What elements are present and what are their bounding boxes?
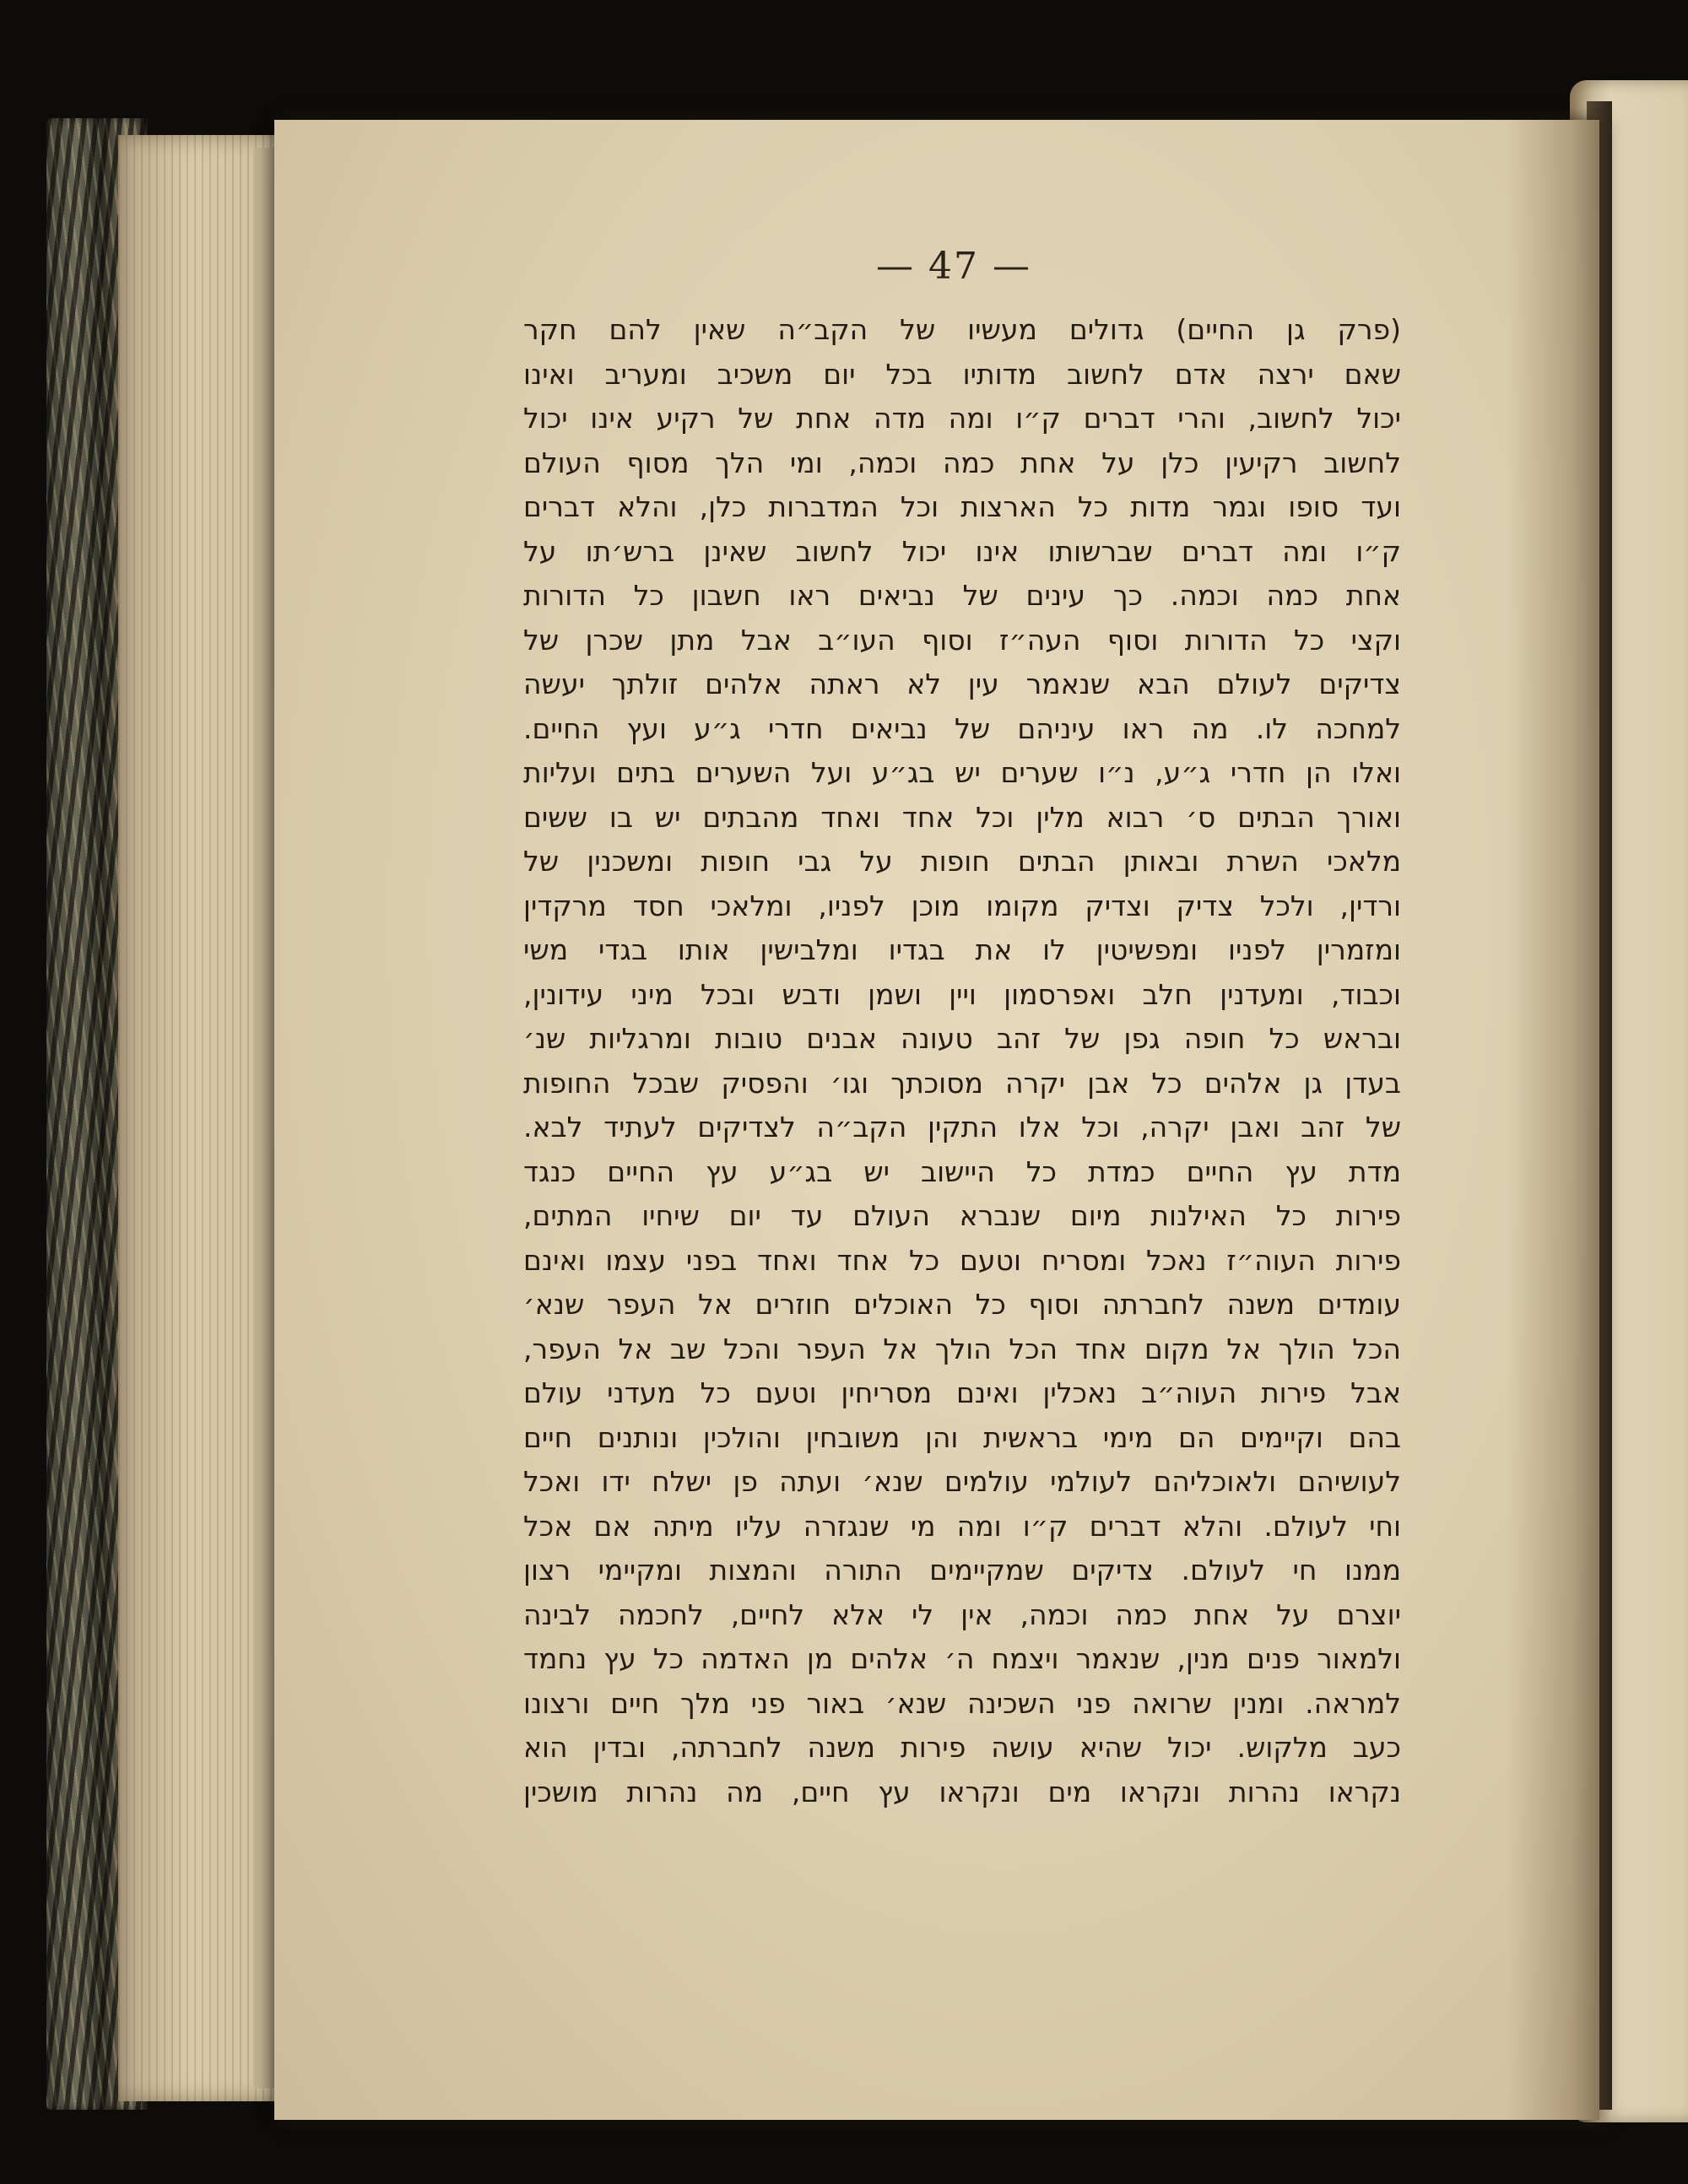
text-line: עומדים משנה לחברתה וסוף כל האוכלים חוזרים אל העפר שנא׳ (523, 1288, 1401, 1321)
text-line: ממנו חי לעולם. צדיקים שמקיימים התורה והמצות ומקיימי רצון (523, 1554, 1401, 1587)
text-line: ועד סופו וגמר מדות כל הארצות וכל המדברות כלן, והלא דברים (523, 490, 1401, 523)
text-line: ורדין, ולכל צדיק וצדיק מקומו מוכן לפניו, ומלאכי חסד מרקדין (523, 889, 1401, 922)
text-line: למחכה לו. מה ראו עיניהם של נביאים חדרי ג״ע ועץ החיים. (523, 711, 1401, 745)
text-line: כעב מלקוש. יכול שהיא עושה פירות משנה לחברתה, ובדין הוא (523, 1731, 1401, 1764)
text-line: צדיקים לעולם הבא שנאמר עין לא ראתה אלהים זולתך יעשה (523, 668, 1401, 700)
page-number: — 47 — (876, 245, 1031, 288)
text-line: אבל פירות העוה״ב נאכלין ואינם מסריחין וטעם כל מעדני עולם (523, 1376, 1401, 1409)
text-line: יוצרם על אחת כמה וכמה, אין לי אלא לחיים, לחכמה לבינה (523, 1597, 1401, 1631)
text-line: פירות העוה״ז נאכל ומסריח וטעם כל אחד ואחד בפני עצמו ואינם (523, 1243, 1401, 1277)
hebrew-text-block (523, 308, 1401, 1814)
text-line: ולמאור פנים מנין, שנאמר ויצמח ה׳ אלהים מן האדמה כל עץ נחמד (523, 1642, 1401, 1675)
text-line: וכבוד, ומעדנין חלב ואפרסמון ויין ושמן ודבש ובכל מיני עידונין, (523, 977, 1401, 1011)
text-line: ואורך הבתים ס׳ רבוא מלין וכל אחד ואחד מהבתים יש בו ששים (523, 800, 1401, 834)
text-line: ק״ו ומה דברים שברשותו אינו יכול לחשוב שאינן ברש׳תו על (523, 534, 1401, 568)
text-line: ובראש כל חופה גפן של זהב טעונה אבנים טובות ומרגליות שנ׳ (523, 1022, 1401, 1055)
text-line: (פרק גן החיים) גדולים מעשיו של הקב״ה שאין להם חקר (523, 313, 1401, 346)
text-line: יכול לחשוב, והרי דברים ק״ו ומה מדה אחת של רקיע אינו יכול (523, 402, 1401, 435)
text-line: הכל הולך אל מקום אחד הכל הולך אל העפר והכל שב אל העפר, (523, 1332, 1401, 1365)
text-line: מלאכי השרת ובאותן הבתים חופות על גבי חופות ומשכנין של (523, 845, 1401, 878)
text-line: שאם ירצה אדם לחשוב מדותיו בכל יום משכיב ומעריב ואינו (523, 357, 1401, 391)
text-line: של זהב ואבן יקרה, וכל אלו התקין הקב״ה לצדיקים לעתיד לבא. (523, 1111, 1401, 1143)
text-line: ומזמרין לפניו ומפשיטין לו את בגדיו ומלבישין אותו בגדי משי (523, 933, 1401, 966)
text-line: וחי לעולם. והלא דברים ק״ו ומה מי שנגזרה עליו מיתה אם אכל (523, 1509, 1401, 1543)
text-line: נקראו נהרות ונקראו מים ונקראו עץ חיים, מה נהרות מושכין (523, 1775, 1401, 1808)
text-line: לעושיהם ולאוכליהם לעולמי עולמים שנא׳ ועתה פן ישלח ידו ואכל (523, 1465, 1401, 1498)
text-line: מדת עץ החיים כמדת כל היישוב יש בג״ע עץ החיים כנגד (523, 1154, 1401, 1188)
text-line: וקצי כל הדורות וסוף העה״ז וסוף העו״ב אבל מתן שכרן של (523, 623, 1401, 657)
text-line: בעדן גן אלהים כל אבן יקרה מסוכתך וגו׳ והפסיק שבכל החופות (523, 1066, 1401, 1100)
text-line: למראה. ומנין שרואה פני השכינה שנא׳ באור פני מלך חיים ורצונו (523, 1686, 1401, 1720)
text-line: אחת כמה וכמה. כך עינים של נביאים ראו חשבון כל הדורות (523, 579, 1401, 612)
text-line: ואלו הן חדרי ג״ע, נ״ו שערים יש בג״ע ועל השערים בתים ועליות (523, 756, 1401, 789)
text-line: בהם וקיימים הם מימי בראשית והן משובחין והולכין ונותנים חיים (523, 1420, 1401, 1454)
text-line: לחשוב רקיעין כלן על אחת כמה וכמה, ומי הלך מסוף העולם (523, 446, 1401, 479)
text-line: פירות כל האילנות מיום שנברא העולם עד יום שיחיו המתים, (523, 1199, 1401, 1232)
